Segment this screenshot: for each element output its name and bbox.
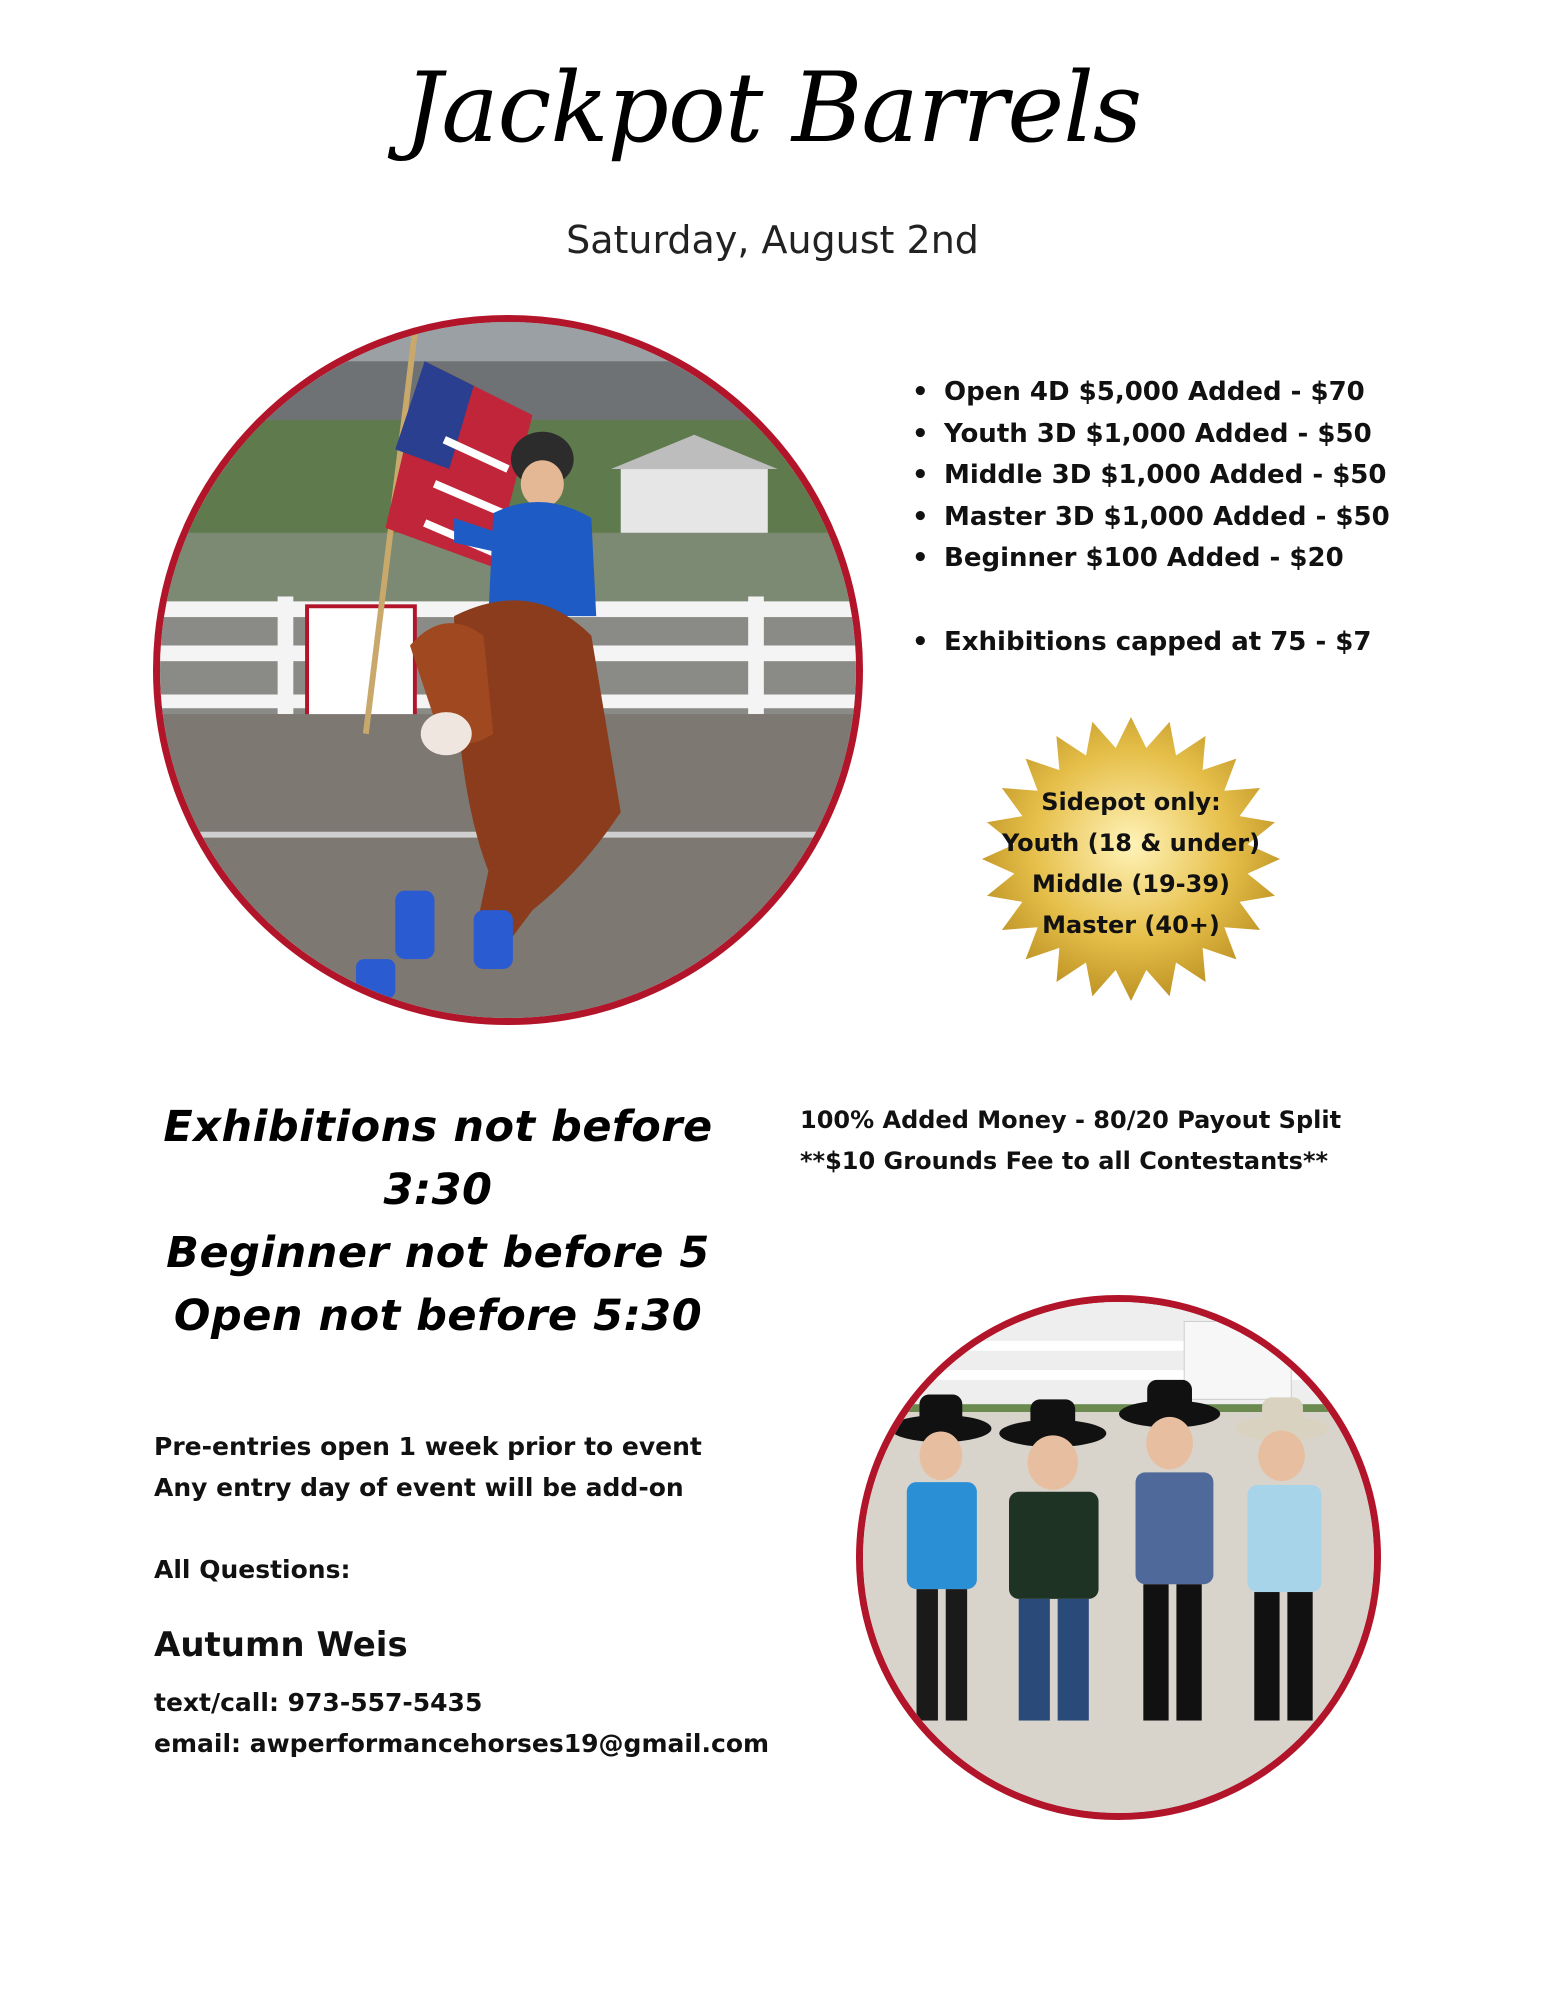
sidepot-master: Master (40+) [1042,911,1220,939]
class-item-exhibitions: • Exhibitions capped at 75 - $7 [912,622,1390,664]
time-exhibitions: Exhibitions not before 3:30 [163,1102,713,1215]
sidepot-badge [972,714,1290,1004]
class-item-beginner: • Beginner $100 Added - $20 [912,538,1390,580]
class-item-master-3d: • Master 3D $1,000 Added - $50 [912,497,1390,539]
horse-rider-illustration [160,322,856,1018]
time-open: Open not before 5:30 [173,1291,703,1341]
class-item-open-4d: • Open 4D $5,000 Added - $70 [912,372,1390,414]
entry-contact-info [154,1426,769,1764]
start-times [138,1096,738,1348]
sidepot-middle: Middle (19-39) [1031,870,1231,898]
sidepot-youth: Youth (18 & under) [1001,829,1261,857]
young-cowboys-photo [856,1295,1381,1820]
horse-rider-photo [153,315,863,1025]
grounds-fee: **$10 Grounds Fee to all Contestants** [800,1147,1329,1175]
contact-email: email: awperformancehorses19@gmail.com [154,1729,770,1758]
class-list [912,372,1390,663]
time-beginner: Beginner not before 5 [166,1228,710,1278]
contact-phone: text/call: 973-557-5435 [154,1688,483,1717]
young-cowboys-illustration [863,1302,1374,1813]
sidepot-heading: Sidepot only: [1041,788,1221,816]
day-of-entry-note: Any entry day of event will be add-on [154,1473,684,1502]
questions-label: All Questions: [154,1555,351,1584]
class-item-middle-3d: • Middle 3D $1,000 Added - $50 [912,455,1390,497]
payout-info [800,1100,1341,1182]
class-item-youth-3d: • Youth 3D $1,000 Added - $50 [912,414,1390,456]
page-title: Jackpot Barrels [403,52,1142,164]
contact-name: Autumn Weis [154,1625,408,1665]
event-date: Saturday, August 2nd [566,218,979,262]
pre-entries-note: Pre-entries open 1 week prior to event [154,1432,702,1461]
payout-split: 100% Added Money - 80/20 Payout Split [800,1106,1342,1134]
